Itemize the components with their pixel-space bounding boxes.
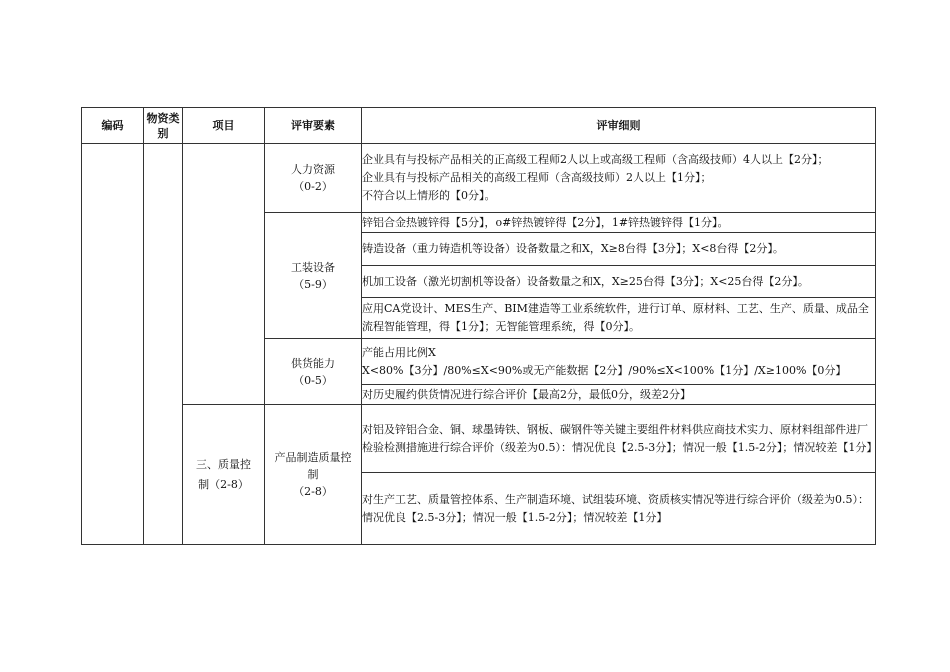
detail-quality-1: 对铝及锌铝合金、铜、球墨铸铁、钢板、碳钢件等关键主要组件材料供应商技术实力、原材料组部件进厂检验检测措施进行综合评价（级差为0.5）：情况优良【2.5-3分】；情况一般【1.5-2分】；情况较差【1分】 — [362, 405, 876, 473]
item-quality-control: 三、质量控制（2-8） — [183, 405, 265, 545]
header-review-detail: 评审细则 — [362, 108, 876, 144]
evaluation-table — [81, 107, 876, 545]
element-hr-name: 人力资源 — [291, 163, 335, 176]
element-equipment-range: （5-9） — [293, 277, 333, 291]
detail-supply-2: 对历史履约供货情况进行综合评价【最高2分，最低0分，级差2分】 — [362, 385, 876, 405]
element-quality-range: （2-8） — [293, 485, 333, 498]
detail-equipment-2: 铸造设备（重力铸造机等设备）设备数量之和X，X≥8台得【3分】；X<8台得【2分】。 — [362, 233, 876, 266]
header-review-element: 评审要素 — [265, 108, 362, 144]
detail-equipment-1: 锌铝合金热镀锌得【5分】，o#锌热镀锌得【2分】，1#锌热镀锌得【1分】。 — [362, 213, 876, 233]
code-cell — [82, 144, 144, 545]
detail-hr: 企业具有与投标产品相关的正高级工程师2人以上或高级工程师（含高级技师）4人以上【2分】； 企业具有与投标产品相关的高级工程师（含高级技师）2人以上【1分】； 不符合以上情形的【0分】。 — [362, 144, 876, 213]
element-supply-name: 供货能力 — [291, 356, 335, 370]
header-row — [82, 108, 876, 144]
table-row — [82, 405, 876, 473]
detail-equipment-4: 应用CA党设计、MES生产、BIM建造等工业系统软件，进行订单、原材料、工艺、生产、质量、成品全流程智能管理，得【1分】；无智能管理系统，得【0分】。 — [362, 298, 876, 339]
element-quality-name: 产品制造质量控制 — [274, 451, 352, 481]
element-hr — [265, 144, 362, 213]
element-equipment-name: 工装设备 — [291, 260, 335, 274]
element-equipment — [265, 213, 362, 339]
material-category-cell — [144, 144, 183, 545]
item-cell-empty — [183, 144, 265, 405]
element-supply-range: （0-5） — [293, 373, 333, 387]
header-material-category: 物资类别 — [144, 108, 183, 144]
header-code: 编码 — [82, 108, 144, 144]
element-hr-range: （0-2） — [293, 180, 333, 193]
detail-supply-1: 产能占用比例X X<80%【3分】/80%≤X<90%或无产能数据【2分】/90%≤X<100%【1分】/X≥100%【0分】 — [362, 339, 876, 385]
header-item: 项目 — [183, 108, 265, 144]
element-supply — [265, 339, 362, 405]
detail-quality-2: 对生产工艺、质量管控体系、生产制造环境、试组装环境、资质核实情况等进行综合评价（级差为0.5）：情况优良【2.5-3分】；情况一般【1.5-2分】；情况较差【1分】 — [362, 473, 876, 545]
detail-equipment-3: 机加工设备（激光切割机等设备）设备数量之和X，X≥25台得【3分】；X<25台得【2分】。 — [362, 266, 876, 298]
element-quality — [265, 405, 362, 545]
table-row — [82, 144, 876, 213]
